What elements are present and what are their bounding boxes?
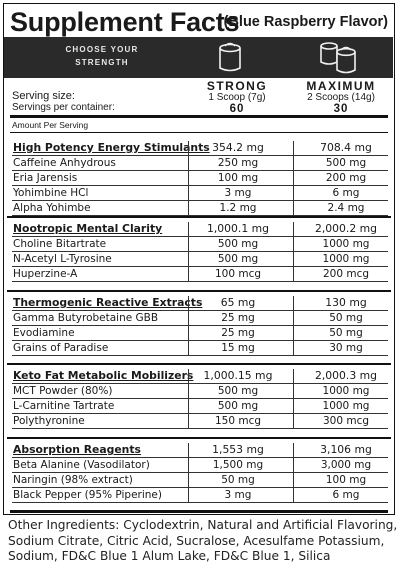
maximum-amount: 30 mg <box>329 342 363 354</box>
column-separator <box>293 186 294 200</box>
column-separator <box>293 414 294 428</box>
strong-amount: 500 mg <box>217 253 259 265</box>
supplement-facts-panel <box>3 3 395 515</box>
strong-column-header <box>187 80 287 115</box>
strong-amount: 100 mcg <box>214 268 262 280</box>
maximum-amount: 6 mg <box>332 187 360 199</box>
group-divider <box>7 437 391 439</box>
strong-amount: 1,553 mg <box>212 443 264 456</box>
strong-amount: 1.2 mg <box>219 202 257 214</box>
column-separator <box>188 252 189 266</box>
maximum-servings-count: 30 <box>333 103 349 115</box>
maximum-amount: 708.4 mg <box>320 141 372 154</box>
column-separator <box>188 414 189 428</box>
strong-amount: 500 mg <box>217 385 259 397</box>
column-separator <box>188 369 189 383</box>
ingredient-row <box>12 326 388 341</box>
strong-amount: 3 mg <box>224 489 252 501</box>
strong-servings-count: 60 <box>229 103 245 115</box>
column-separator <box>188 186 189 200</box>
maximum-amount: 50 mg <box>329 327 363 339</box>
ingredient-row <box>12 311 388 326</box>
thin-divider <box>10 132 388 133</box>
column-separator <box>293 222 294 236</box>
column-separator <box>188 488 189 502</box>
group-divider <box>7 290 391 292</box>
maximum-amount: 1000 mg <box>322 253 370 265</box>
column-separator <box>293 326 294 340</box>
column-separator <box>293 458 294 472</box>
column-separator <box>188 311 189 325</box>
flavor-label: (Blue Raspberry Flavor) <box>223 14 388 30</box>
strong-amount: 250 mg <box>217 157 259 169</box>
strong-amount: 25 mg <box>221 327 255 339</box>
column-separator <box>188 141 189 155</box>
column-separator <box>188 267 189 281</box>
maximum-amount: 2.4 mg <box>327 202 365 214</box>
maximum-amount: 1000 mg <box>322 385 370 397</box>
column-separator <box>293 237 294 251</box>
maximum-serving-size: 2 Scoops (14g) <box>307 92 375 103</box>
ingredient-name: MCT Powder (80%) <box>13 385 113 397</box>
double-scoop-icon <box>318 40 360 76</box>
column-separator <box>293 488 294 502</box>
maximum-amount: 200 mg <box>325 172 367 184</box>
ingredient-row <box>12 186 388 201</box>
strong-amount: 500 mg <box>217 238 259 250</box>
ingredient-name: N-Acetyl L-Tyrosine <box>13 253 112 265</box>
ingredient-name: Gamma Butyrobetaine GBB <box>13 312 159 324</box>
strong-amount: 3 mg <box>224 187 252 199</box>
strong-amount: 1,000.1 mg <box>206 222 269 235</box>
ingredient-row <box>12 384 388 399</box>
column-separator <box>293 384 294 398</box>
choose-strength-label: CHOOSE YOUR STRENGTH <box>65 45 139 67</box>
ingredient-name: Eria Jarensis <box>13 172 78 184</box>
ingredient-name: Huperzine-A <box>13 268 78 280</box>
maximum-amount: 50 mg <box>329 312 363 324</box>
column-separator <box>293 141 294 155</box>
column-separator <box>188 201 189 215</box>
column-separator <box>188 171 189 185</box>
column-separator <box>293 156 294 170</box>
strong-amount: 354.2 mg <box>212 141 264 154</box>
strong-amount: 25 mg <box>221 312 255 324</box>
strong-amount: 500 mg <box>217 400 259 412</box>
ingredient-name: Alpha Yohimbe <box>13 202 91 214</box>
ingredient-row <box>12 201 388 216</box>
group-header-row <box>12 443 388 458</box>
column-separator <box>293 252 294 266</box>
ingredient-name: Polythyronine <box>13 415 85 427</box>
group-divider <box>7 216 391 218</box>
group-divider <box>7 363 391 365</box>
ingredient-name: Caffeine Anhydrous <box>13 157 116 169</box>
maximum-amount: 2,000.2 mg <box>314 222 377 235</box>
column-separator <box>293 201 294 215</box>
ingredient-row <box>12 458 388 473</box>
column-separator <box>293 341 294 355</box>
maximum-amount: 130 mg <box>325 296 367 309</box>
maximum-amount: 100 mg <box>325 474 367 486</box>
column-separator <box>188 384 189 398</box>
group-header-row <box>12 296 388 311</box>
group-name: Keto Fat Metabolic Mobilizers <box>13 369 194 382</box>
strength-header-band <box>4 37 393 78</box>
column-separator <box>293 267 294 281</box>
strong-amount: 1,000.15 mg <box>203 369 273 382</box>
maximum-amount: 3,000 mg <box>320 459 372 471</box>
single-scoop-icon <box>217 40 243 74</box>
ingredient-row <box>12 473 388 488</box>
ingredient-name: L-Carnitine Tartrate <box>13 400 115 412</box>
column-separator <box>188 156 189 170</box>
maximum-column-header <box>291 80 391 115</box>
maximum-amount: 3,106 mg <box>320 443 372 456</box>
ingredient-name: Yohimbine HCl <box>13 187 89 199</box>
group-header-row <box>12 141 388 156</box>
ingredient-name: Naringin (98% extract) <box>13 474 133 486</box>
maximum-column-name: MAXIMUM <box>306 79 376 93</box>
ingredient-row <box>12 414 388 429</box>
maximum-amount: 6 mg <box>332 489 360 501</box>
panel-title: Supplement Facts <box>10 7 240 37</box>
column-separator <box>293 369 294 383</box>
column-separator <box>188 341 189 355</box>
group-name: Absorption Reagents <box>13 443 141 456</box>
ingredient-name: Grains of Paradise <box>13 342 109 354</box>
ingredient-row <box>12 399 388 414</box>
group-name: Thermogenic Reactive Extracts <box>13 296 203 309</box>
other-ingredients-text: Other Ingredients: Cyclodextrin, Natural and Artificial Flavoring, Sodium Citrate, Citric Acid, Sucralose, Acesulfame Potassium, Sodium, FD&C Blue 1 Alum Lake, FD&C Blue 1, Silica <box>8 518 398 563</box>
ingredient-row <box>12 156 388 171</box>
ingredient-row <box>12 171 388 186</box>
strong-serving-size: 1 Scoop (7g) <box>208 92 266 103</box>
group-name: High Potency Energy Stimulants <box>13 141 210 154</box>
strong-amount: 65 mg <box>220 296 256 309</box>
strong-amount: 1,500 mg <box>212 459 264 471</box>
maximum-amount: 1000 mg <box>322 238 370 250</box>
serving-size-label: Serving size: <box>12 90 75 102</box>
servings-per-container-label: Servings per container: <box>12 102 115 113</box>
group-name: Nootropic Mental Clarity <box>13 222 163 235</box>
maximum-amount: 300 mcg <box>322 415 370 427</box>
strong-amount: 100 mg <box>217 172 259 184</box>
column-separator <box>293 443 294 457</box>
column-separator <box>188 237 189 251</box>
column-separator <box>293 171 294 185</box>
column-separator <box>293 473 294 487</box>
strong-amount: 15 mg <box>221 342 255 354</box>
column-separator <box>293 311 294 325</box>
ingredient-row <box>12 237 388 252</box>
ingredient-name: Choline Bitartrate <box>13 238 107 250</box>
column-separator <box>188 296 189 310</box>
ingredient-row <box>12 341 388 356</box>
column-separator <box>293 399 294 413</box>
column-separator <box>293 296 294 310</box>
column-separator <box>188 443 189 457</box>
ingredient-row <box>12 488 388 503</box>
ingredient-row <box>12 252 388 267</box>
column-separator <box>188 222 189 236</box>
title-row <box>10 5 390 39</box>
ingredient-row <box>12 267 388 282</box>
thick-divider <box>10 115 388 118</box>
ingredient-name: Beta Alanine (Vasodilator) <box>13 459 150 471</box>
bottom-thick-divider <box>10 510 388 513</box>
column-separator <box>188 473 189 487</box>
column-separator <box>188 458 189 472</box>
maximum-amount: 1000 mg <box>322 400 370 412</box>
group-header-row <box>12 369 388 384</box>
column-separator <box>188 399 189 413</box>
amount-per-serving-label: Amount Per Serving <box>12 120 89 130</box>
group-header-row <box>12 222 388 237</box>
maximum-amount: 200 mcg <box>322 268 370 280</box>
strong-column-name: STRONG <box>206 79 268 93</box>
column-separator <box>188 326 189 340</box>
ingredient-name: Evodiamine <box>13 327 75 339</box>
strong-amount: 150 mcg <box>214 415 262 427</box>
maximum-amount: 2,000.3 mg <box>314 369 377 382</box>
ingredient-name: Black Pepper (95% Piperine) <box>13 489 162 501</box>
strong-amount: 50 mg <box>221 474 255 486</box>
maximum-amount: 500 mg <box>325 157 367 169</box>
